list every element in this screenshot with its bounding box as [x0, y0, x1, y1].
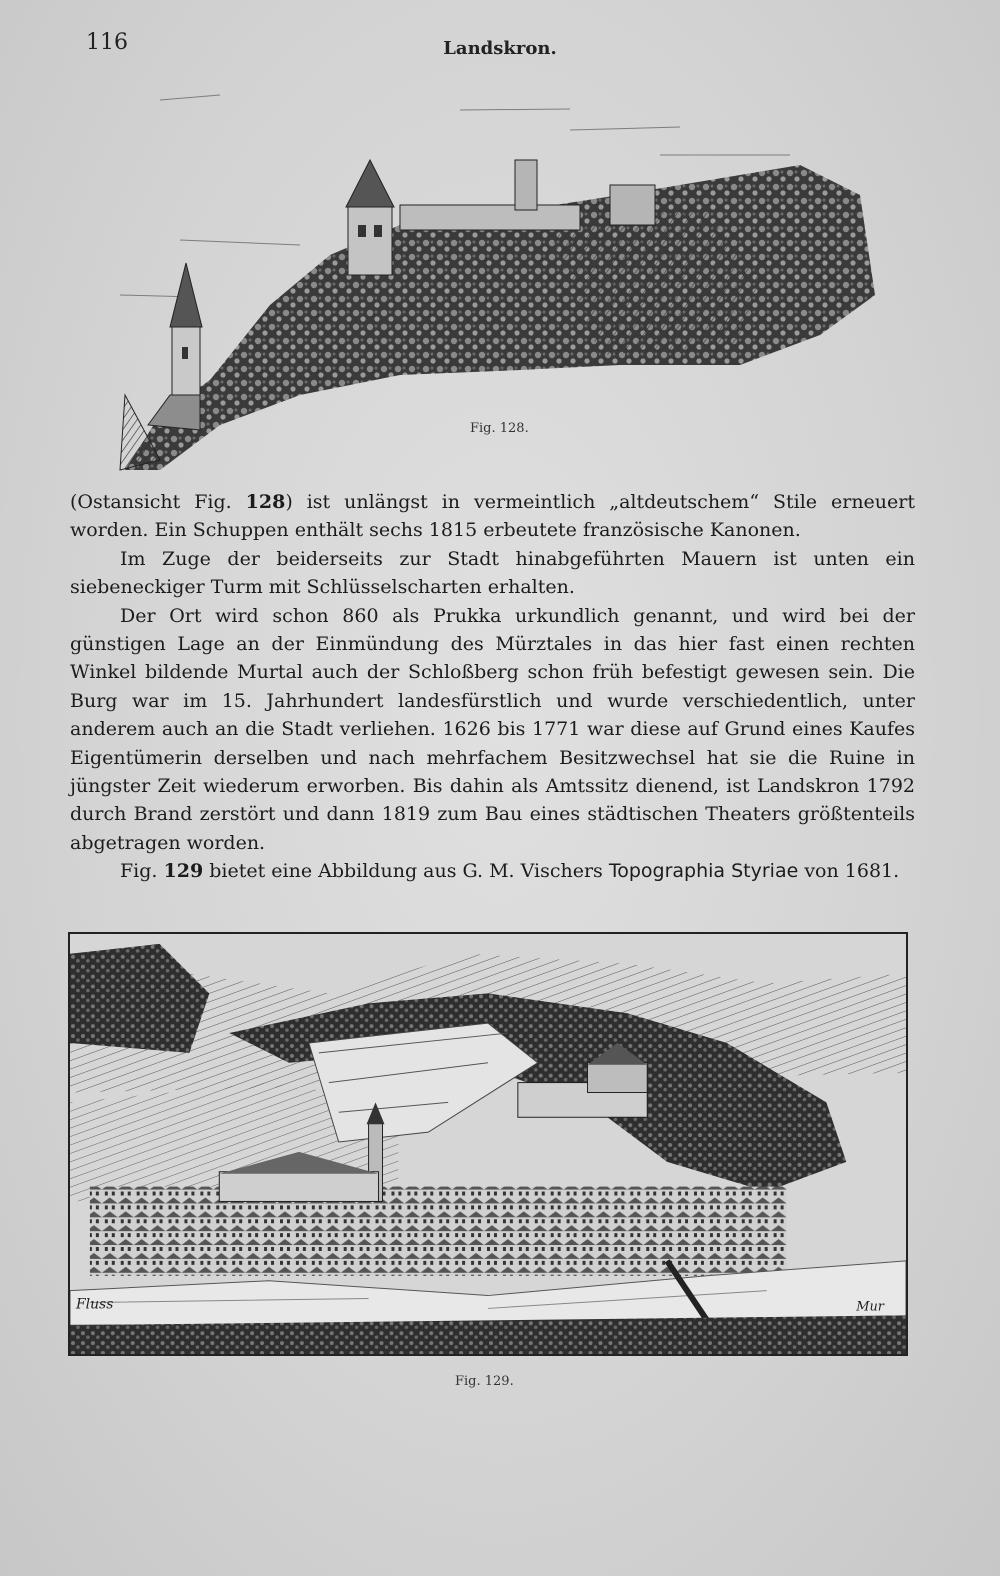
paragraph-2: Im Zuge der beiderseits zur Stadt hinabgeführten Mauern ist unten ein siebeneckiger Turm mit Schlüsselscharten erhalten.: [70, 547, 915, 599]
body-text: [70, 488, 915, 886]
paragraph-1: (Ostansicht Fig. 128) ist unlängst in vermeintlich „altdeutschem“ Stile erneuert worden. Ein Schuppen enthält sechs 1815 erbeutete französische Kanonen.: [70, 491, 915, 542]
paragraph-4: Fig. 129 bietet eine Abbildung aus G. M. Vischers Topographia Styriae von 1681.: [120, 860, 900, 883]
figure-128-castle-illustration: [100, 85, 890, 475]
figure-129-town-engraving: [68, 932, 908, 1356]
paragraph-3: Der Ort wird schon 860 als Prukka urkundlich genannt, und wird bei der günstigen Lage an der Einmündung des Mürztales in das hier fast einen rechten Winkel bildende Murtal auch der Schloßberg schon früh befestigt gewesen sein. Die Burg war im 15. Jahrhundert landesfürstlich und wurde verschiedentlich, unter anderem auch an die Stadt verliehen. 1626 bis 1771 war diese auf Grund eines Kaufes Eigentümerin derselben und nach mehrfachem Besitzwechsel hat sie die Ruine in jüngster Zeit wiederum erworben. Bis dahin als Amtssitz dienend, ist Landskron 1792 durch Brand zerstört und dann 1819 zum Bau eines städtischen Theaters größtenteils abgetragen worden.: [70, 604, 915, 854]
figure-128-caption: Fig. 128.: [470, 421, 529, 436]
page-number: 116: [86, 30, 128, 55]
river-label-right: Mur: [856, 1299, 884, 1315]
figure-129-caption: Fig. 129.: [455, 1374, 514, 1389]
river-label-left: Fluss: [75, 1296, 114, 1313]
running-head: Landskron.: [443, 38, 557, 59]
